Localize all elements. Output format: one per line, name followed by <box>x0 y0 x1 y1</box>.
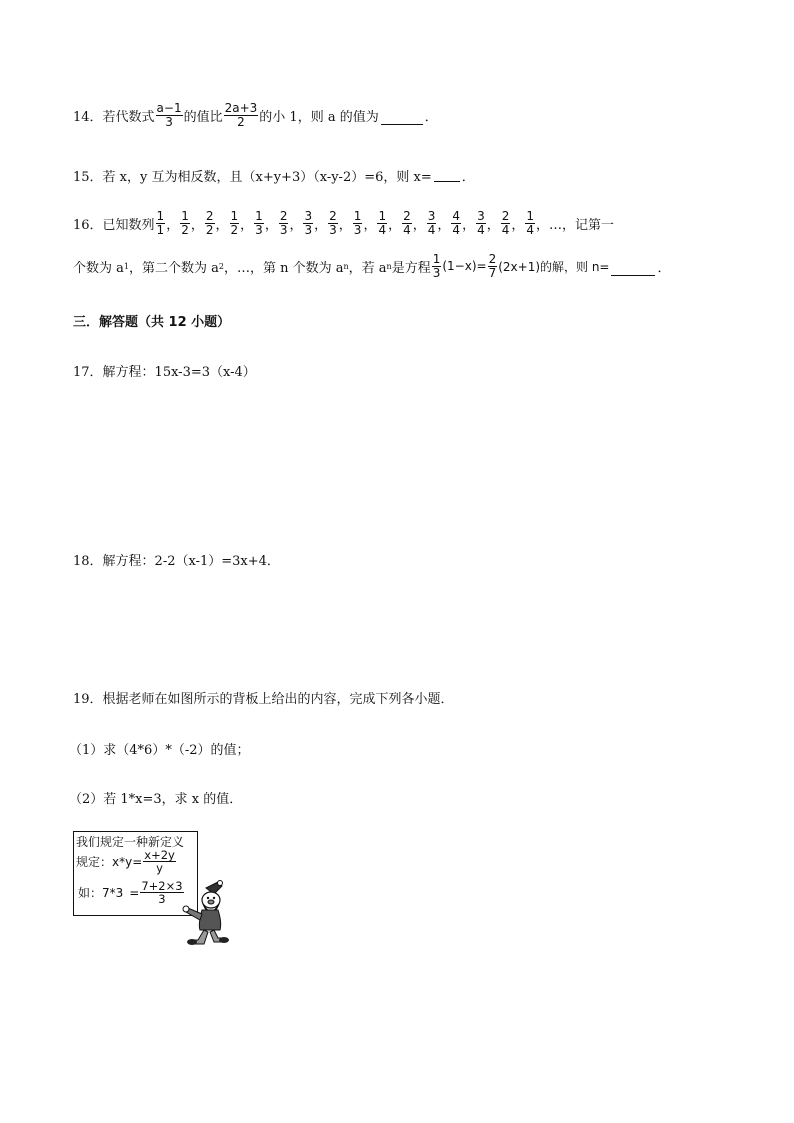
question-14 <box>73 102 438 128</box>
sequence-fraction <box>353 210 363 236</box>
numerator: 3 <box>477 209 485 223</box>
board-example-prefix: 如：7*3 <box>78 886 124 901</box>
board-line-2 <box>76 849 177 874</box>
sequence <box>155 210 536 236</box>
q16-eq-mid: (1−x)= <box>442 259 487 274</box>
section-title: 三．解答题（共 12 小题） <box>73 315 231 330</box>
numerator: 2 <box>329 209 337 223</box>
sequence-fraction <box>230 210 240 236</box>
numerator: 1 <box>526 209 535 223</box>
sequence-fraction <box>377 210 387 236</box>
question-16-line-1 <box>73 210 614 236</box>
numerator: 1 <box>353 209 362 223</box>
sequence-separator: ， <box>166 217 180 233</box>
q14-lead: 14．若代数式 <box>73 109 155 125</box>
question-17: 17．解方程：15x-3=3（x-4） <box>73 365 256 380</box>
sequence-separator: ， <box>338 217 352 233</box>
numerator: 1 <box>156 209 165 223</box>
q14-fraction-2: $\frac{2a+3}{2}$ <box>224 101 258 129</box>
question-18: 18．解方程：2-2（x-1）=3x+4． <box>73 554 280 569</box>
numerator: 1 <box>230 209 239 223</box>
denominator: 3 <box>279 222 288 237</box>
q14-end: ． <box>424 109 438 125</box>
q15-text: 15．若 x，y 互为相反数，且（x+y+3）（x-y-2）=6，则 x= <box>73 170 432 185</box>
subscript: n <box>386 261 392 271</box>
sequence-fraction <box>279 210 289 236</box>
denominator: 2 <box>230 222 239 237</box>
sequence-separator: ， <box>215 217 229 233</box>
numerator: 1 <box>181 209 189 223</box>
numerator: 3 <box>304 209 313 223</box>
sequence-separator: ， <box>486 217 500 233</box>
sequence-separator: ， <box>437 217 451 233</box>
q16-text-a: 个数为 a <box>73 260 124 276</box>
denominator: 2 <box>181 222 189 237</box>
q16-lead: 16．已知数列 <box>73 217 155 233</box>
numerator: 3 <box>427 209 436 223</box>
sequence-separator: ， <box>289 217 303 233</box>
denominator: 3 <box>353 222 362 237</box>
q16-end: ． <box>657 260 671 276</box>
board-line-3 <box>78 880 185 905</box>
sequence-separator: ， <box>240 217 254 233</box>
sequence-separator: ， <box>190 217 204 233</box>
board-def-fraction: $\frac{x+2y}{y}$ <box>144 848 175 876</box>
sequence-fraction <box>525 210 535 236</box>
question-19-part-2: （2）若 1*x=3，求 x 的值． <box>69 792 243 807</box>
denominator: 4 <box>526 222 535 237</box>
q14-tail: 的小 1，则 a 的值为 <box>259 109 379 125</box>
sequence-separator: ， <box>462 217 476 233</box>
denominator: 4 <box>501 222 510 237</box>
board-equals: = <box>129 885 140 900</box>
denominator: 3 <box>255 222 263 237</box>
q16-text-d: ，若 a <box>348 260 387 276</box>
denominator: 4 <box>477 222 485 237</box>
sequence-separator: ， <box>264 217 278 233</box>
denominator: 4 <box>427 222 436 237</box>
numerator: 4 <box>452 209 461 223</box>
q16-after-seq: ，…，记第一 <box>536 217 615 233</box>
numerator: 2 <box>205 209 214 223</box>
board-example-fraction: $\frac{7+2\times 3}{3}$ <box>141 879 183 907</box>
sequence-fraction <box>254 210 264 236</box>
sequence-fraction <box>427 210 437 236</box>
question-19-part-1: （1）求（4*6）*（-2）的值； <box>69 743 250 758</box>
denominator: 4 <box>452 222 461 237</box>
numerator: 2 <box>279 209 288 223</box>
board-def-prefix: 规定：x*y= <box>76 855 143 870</box>
question-16-line-2 <box>73 253 671 279</box>
q16-text-b: ，第二个数为 a <box>128 260 219 276</box>
gnome-teacher-illustration <box>178 880 238 946</box>
subscript: n <box>343 261 349 271</box>
sequence-separator: ， <box>388 217 402 233</box>
sequence-separator: ， <box>363 217 377 233</box>
sequence-separator: ， <box>511 217 525 233</box>
question-15 <box>73 166 475 185</box>
q16-eq-tail: (2x+1)的解，则 n= <box>498 259 610 274</box>
q14-fraction-1: $\frac{a-1}{3}$ <box>156 101 182 129</box>
q16-eq-fraction-2: $\frac{2}{7}$ <box>488 252 497 280</box>
denominator: 3 <box>329 222 337 237</box>
denominator: 4 <box>403 222 411 237</box>
q16-text-c: ，…，第 n 个数为 a <box>223 260 344 276</box>
denominator: 4 <box>378 222 387 237</box>
q15-end: ． <box>461 170 475 185</box>
answer-blank <box>381 123 423 125</box>
denominator: 3 <box>304 222 313 237</box>
numerator: 1 <box>255 209 263 223</box>
sequence-fraction <box>156 210 166 236</box>
sequence-fraction <box>451 210 461 236</box>
subscript: 1 <box>123 261 129 271</box>
q14-mid: 的值比 <box>183 109 223 125</box>
sequence-fraction <box>180 210 190 236</box>
q16-text-e: 是方程 <box>391 260 431 276</box>
sequence-fraction <box>501 210 511 236</box>
sequence-fraction <box>303 210 313 236</box>
sequence-fraction <box>205 210 215 236</box>
sequence-fraction <box>328 210 338 236</box>
sequence-separator: ， <box>412 217 426 233</box>
q16-eq-fraction-1: $\frac{1}{3}$ <box>432 252 441 280</box>
sequence-fraction <box>476 210 486 236</box>
numerator: 2 <box>403 209 411 223</box>
board-line-1: 我们规定一种新定义 <box>76 835 185 849</box>
numerator: 2 <box>501 209 510 223</box>
answer-blank <box>611 274 655 276</box>
answer-blank <box>434 180 460 182</box>
question-19: 19．根据老师在如图所示的背板上给出的内容，完成下列各小题． <box>73 692 454 707</box>
numerator: 1 <box>378 209 387 223</box>
sequence-fraction <box>402 210 412 236</box>
sequence-separator: ， <box>314 217 328 233</box>
denominator: 1 <box>156 222 165 237</box>
subscript: 2 <box>218 261 224 271</box>
denominator: 2 <box>205 222 214 237</box>
